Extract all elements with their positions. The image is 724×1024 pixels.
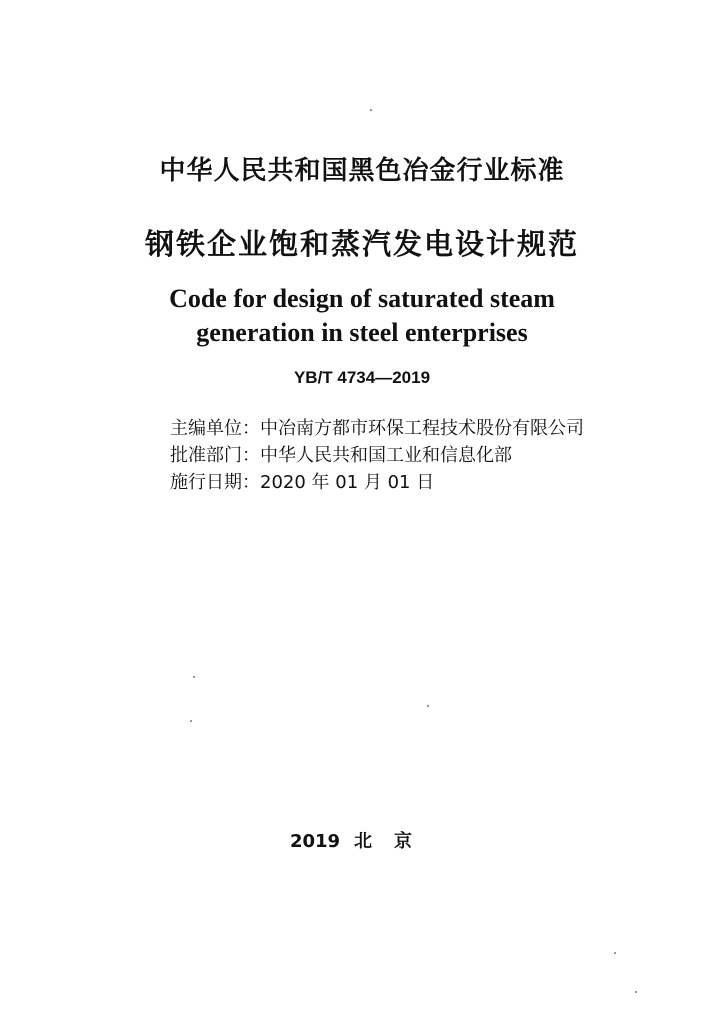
standard-series-heading: 中华人民共和国黑色冶金行业标准 [159, 156, 565, 186]
scan-speck [427, 705, 429, 707]
scan-speck [635, 991, 637, 993]
imprint-footer [0, 827, 724, 853]
approving-department-label: 批准部门： [170, 445, 260, 466]
document-title-chinese: 钢铁企业饱和蒸汽发电设计规范 [144, 227, 579, 261]
approving-department-row [170, 442, 690, 469]
effective-date-value: 2020 年 01 月 01 日 [260, 472, 435, 493]
scan-speck [193, 676, 195, 678]
effective-date-label: 施行日期： [170, 472, 260, 493]
document-title-english-line2: generation in steel enterprises [196, 318, 528, 347]
approving-department-value: 中华人民共和国工业和信息化部 [260, 445, 512, 466]
publication-info [170, 415, 690, 496]
chief-editor-unit-label: 主编单位： [170, 418, 260, 439]
imprint-year: 2019 [289, 831, 341, 852]
document-title-english-line1: Code for design of saturated steam [169, 284, 555, 313]
scan-speck [190, 720, 192, 722]
standard-number: YB/T 4734—2019 [293, 368, 431, 387]
chief-editor-unit-value: 中冶南方都市环保工程技术股份有限公司 [260, 418, 584, 439]
imprint-city: 北京 [354, 831, 435, 852]
scan-speck [370, 109, 372, 111]
effective-date-row [170, 469, 690, 496]
scan-speck [614, 952, 616, 954]
chief-editor-unit-row [170, 415, 690, 442]
